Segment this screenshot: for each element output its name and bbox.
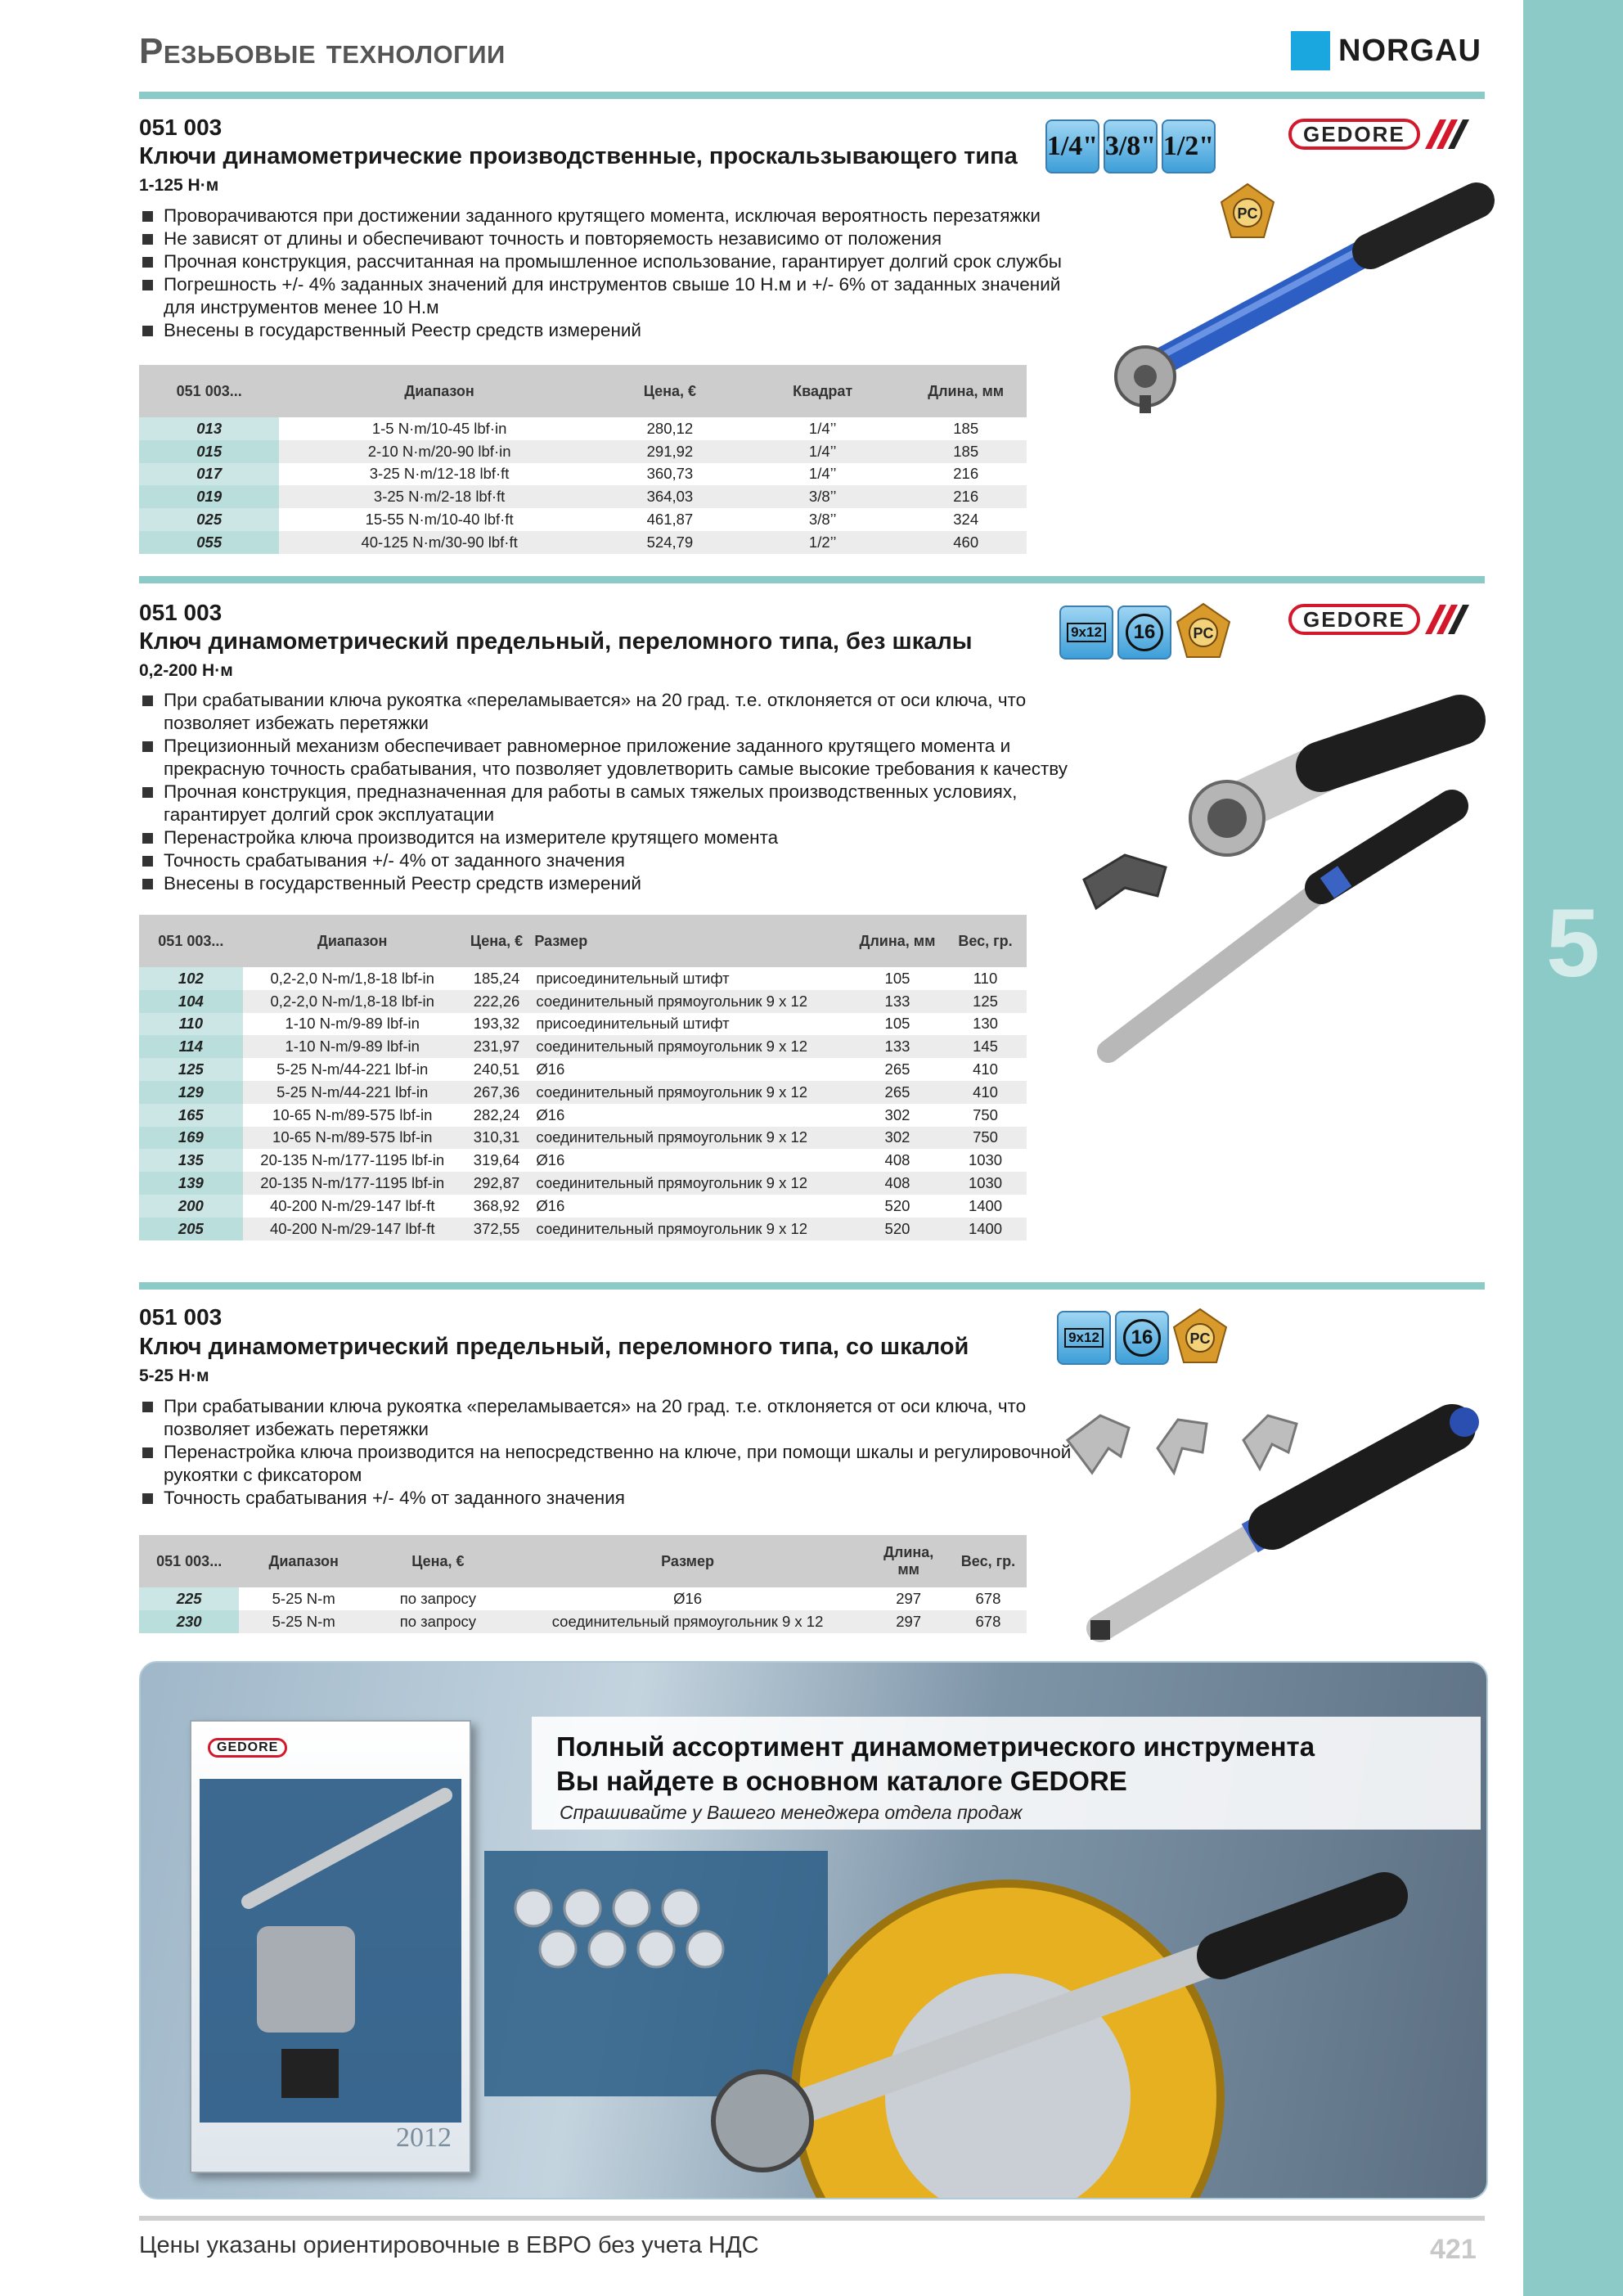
spec-table-body bbox=[139, 1587, 1027, 1633]
feature-item: При срабатывании ключа рукоятка «переламывается» на 20 град. т.е. отклоняется от оси ключа, что позволяет избежать перетяжки bbox=[141, 689, 1090, 735]
table-cell: 145 bbox=[944, 1035, 1027, 1058]
table-cell: 520 bbox=[851, 1218, 944, 1240]
column-header: Вес, гр. bbox=[944, 915, 1027, 967]
table-row bbox=[139, 1172, 1027, 1195]
table-cell: 282,24 bbox=[473, 1105, 520, 1123]
square-drive-badge: 3/8" bbox=[1104, 119, 1158, 173]
table-cell: 216 bbox=[905, 485, 1027, 508]
badge-label: 16 bbox=[1126, 614, 1163, 651]
table-cell: присоединительный штифт bbox=[536, 969, 730, 987]
table-cell: 185 bbox=[905, 440, 1027, 463]
table-cell: 3-25 N·m/2-18 lbf·ft bbox=[279, 485, 599, 508]
catalog-cover-brand: GEDORE bbox=[208, 1738, 287, 1758]
gedore-logo-text: GEDORE bbox=[1288, 604, 1420, 635]
article-code-cell: 169 bbox=[139, 1127, 243, 1150]
column-header: Диапазон bbox=[279, 365, 599, 417]
article-code-cell: 135 bbox=[139, 1149, 243, 1172]
table-cell: 372,55 bbox=[462, 1218, 532, 1240]
click-torque-wrench-image bbox=[1100, 176, 1501, 430]
table-cell: 110 bbox=[973, 969, 998, 987]
price-note: Цены указаны ориентировочные в ЕВРО без учета НДС bbox=[139, 2232, 759, 2258]
table-cell: 368,92 bbox=[473, 1196, 520, 1214]
table-cell: соединительный прямоугольник 9 x 12 bbox=[531, 990, 851, 1013]
gedore-logo bbox=[1288, 603, 1472, 636]
svg-text:PC: PC bbox=[1237, 205, 1258, 222]
table-cell: 408 bbox=[851, 1172, 944, 1195]
article-code-cell: 104 bbox=[139, 990, 243, 1013]
product-sku: 051 003 bbox=[139, 1304, 223, 1330]
norgau-logo bbox=[1291, 29, 1481, 72]
break-torque-wrench-image bbox=[1076, 691, 1501, 1076]
feature-item: Прочная конструкция, рассчитанная на промышленное использование, гарантирует долгий срок службы bbox=[141, 250, 1090, 273]
article-code-cell: 139 bbox=[139, 1172, 243, 1195]
table-cell: 2-10 N·m/20-90 lbf·in bbox=[279, 440, 599, 463]
catalog-promo-banner bbox=[139, 1661, 1488, 2199]
table-cell: 15-55 N·m/10-40 lbf·ft bbox=[365, 511, 514, 529]
table-row bbox=[139, 1610, 1027, 1633]
table-cell: 364,03 bbox=[600, 485, 740, 508]
table-cell: присоединительный штифт bbox=[536, 1015, 730, 1033]
table-cell: 231,97 bbox=[462, 1035, 532, 1058]
table-cell: 5-25 N-m/44-221 lbf-in bbox=[243, 1081, 462, 1104]
column-header: Размер bbox=[508, 1535, 868, 1587]
table-cell: соединительный прямоугольник 9 x 12 bbox=[531, 1127, 851, 1150]
column-header: Квадрат bbox=[740, 365, 905, 417]
table-cell: 133 bbox=[851, 990, 944, 1013]
product-features bbox=[141, 689, 1090, 895]
product-range: 1-125 Н·м bbox=[139, 176, 219, 195]
table-cell: Ø16 bbox=[536, 1196, 565, 1214]
column-header: Размер bbox=[531, 915, 851, 967]
article-code-cell: 200 bbox=[139, 1195, 243, 1218]
table-cell: 1/4’’ bbox=[740, 440, 905, 463]
promo-subtitle: Спрашивайте у Вашего менеджера отдела продаж bbox=[560, 1802, 1023, 1823]
table-cell: Ø16 bbox=[673, 1589, 703, 1607]
column-header: Диапазон bbox=[239, 1535, 368, 1587]
product-title: Ключи динамометрические производственные, проскальзывающего типа bbox=[139, 143, 1018, 169]
article-code-cell: 015 bbox=[139, 440, 279, 463]
table-cell: 265 bbox=[884, 1060, 910, 1078]
column-header: Диапазон bbox=[243, 915, 462, 967]
rectangular-insert-badge bbox=[1057, 1311, 1111, 1365]
norgau-logo-text: NORGAU bbox=[1338, 33, 1481, 68]
table-cell: 193,32 bbox=[473, 1015, 520, 1033]
table-cell: 10-65 N-m/89-575 lbf-in bbox=[243, 1127, 462, 1150]
table-cell: 3-25 N·m/12-18 lbf·ft bbox=[369, 465, 510, 483]
table-cell: 678 bbox=[950, 1610, 1027, 1633]
square-drive-badge: 1/2" bbox=[1162, 119, 1216, 173]
table-cell: 319,64 bbox=[473, 1151, 520, 1169]
table-cell: 125 bbox=[944, 990, 1027, 1013]
table-cell: соединительный прямоугольник 9 x 12 bbox=[508, 1610, 868, 1633]
gedore-stripes-icon bbox=[1420, 118, 1472, 151]
table-cell: Ø16 bbox=[536, 1151, 565, 1169]
table-cell: 185 bbox=[953, 419, 979, 437]
table-cell: 133 bbox=[851, 1035, 944, 1058]
table-row bbox=[139, 1218, 1027, 1240]
table-cell: 360,73 bbox=[646, 465, 694, 483]
table-cell: 265 bbox=[851, 1081, 944, 1104]
badge-label: 9x12 bbox=[1067, 623, 1106, 642]
footer-divider bbox=[139, 2216, 1485, 2221]
table-cell: 105 bbox=[884, 1015, 910, 1033]
certification-seal-icon bbox=[1175, 601, 1232, 660]
column-header: Длина, мм bbox=[851, 915, 944, 967]
table-cell: 216 bbox=[953, 465, 979, 483]
article-code-cell: 125 bbox=[139, 1058, 243, 1081]
table-cell: 20-135 N-m/177-1195 lbf-in bbox=[243, 1172, 462, 1195]
table-row bbox=[139, 463, 1027, 486]
svg-text:PC: PC bbox=[1189, 1330, 1211, 1347]
table-cell: 291,92 bbox=[600, 440, 740, 463]
spec-table-body bbox=[139, 967, 1027, 1240]
table-row bbox=[139, 1013, 1027, 1036]
column-header: Длина, мм bbox=[867, 1535, 949, 1587]
gedore-logo bbox=[1288, 118, 1472, 151]
table-row bbox=[139, 417, 1027, 440]
rectangular-insert-badge bbox=[1059, 606, 1113, 660]
spec-table bbox=[139, 915, 1027, 1240]
spec-table bbox=[139, 1535, 1027, 1633]
table-cell: 1/4’’ bbox=[808, 465, 837, 483]
column-header: Цена, € bbox=[462, 915, 532, 967]
chapter-sidebar bbox=[1523, 0, 1623, 2296]
table-cell: 5-25 N-m bbox=[239, 1610, 368, 1633]
table-cell: соединительный прямоугольник 9 x 12 bbox=[531, 1035, 851, 1058]
table-cell: 40-200 N-m/29-147 lbf-ft bbox=[243, 1218, 462, 1240]
article-code-cell: 129 bbox=[139, 1081, 243, 1104]
table-row bbox=[139, 485, 1027, 508]
round-insert-badge bbox=[1115, 1311, 1169, 1365]
feature-item: Внесены в государственный Реестр средств измерений bbox=[141, 319, 1090, 342]
column-header: 051 003... bbox=[139, 1535, 239, 1587]
page-title: Резьбовые технологии bbox=[139, 31, 506, 71]
feature-item: Точность срабатывания +/- 4% от заданного значения bbox=[141, 849, 1090, 872]
table-cell: 40-125 N·m/30-90 lbf·ft bbox=[279, 531, 599, 554]
article-code-cell: 025 bbox=[139, 508, 279, 531]
table-cell: 1030 bbox=[944, 1172, 1027, 1195]
table-row bbox=[139, 1587, 1027, 1610]
article-code-cell: 225 bbox=[139, 1587, 239, 1610]
column-header: Цена, € bbox=[600, 365, 740, 417]
table-cell: 750 bbox=[973, 1105, 998, 1123]
product-sku: 051 003 bbox=[139, 115, 223, 140]
column-header: Цена, € bbox=[368, 1535, 508, 1587]
article-code-cell: 110 bbox=[139, 1013, 243, 1036]
table-cell: 1/4’’ bbox=[808, 419, 837, 437]
column-header: Длина, мм bbox=[905, 365, 1027, 417]
norgau-logo-mark bbox=[1291, 31, 1330, 70]
table-cell: 10-65 N-m/89-575 lbf-in bbox=[272, 1105, 433, 1123]
table-row bbox=[139, 967, 1027, 990]
column-header: 051 003... bbox=[139, 915, 243, 967]
table-cell: 750 bbox=[944, 1127, 1027, 1150]
table-row bbox=[139, 1195, 1027, 1218]
table-row bbox=[139, 1035, 1027, 1058]
article-code-cell: 102 bbox=[139, 967, 243, 990]
table-cell: 410 bbox=[944, 1081, 1027, 1104]
feature-item: Внесены в государственный Реестр средств измерений bbox=[141, 872, 1090, 895]
scale-torque-wrench-image bbox=[1051, 1391, 1501, 1649]
table-cell: 324 bbox=[953, 511, 979, 529]
table-cell: 0,2-2,0 N-m/1,8-18 lbf-in bbox=[270, 969, 434, 987]
certification-seal-icon bbox=[1171, 1307, 1229, 1366]
feature-item: Точность срабатывания +/- 4% от заданного значения bbox=[141, 1487, 1090, 1510]
section-divider bbox=[139, 92, 1485, 99]
table-cell: 1030 bbox=[968, 1151, 1003, 1169]
table-cell: 302 bbox=[884, 1105, 910, 1123]
catalog-cover-year: 2012 bbox=[396, 2123, 452, 2153]
feature-item: Прочная конструкция, предназначенная для работы в самых тяжелых производственных условиях, гарантирует долгий срок эксплуатации bbox=[141, 781, 1090, 826]
table-cell: по запросу bbox=[399, 1589, 477, 1607]
promo-headline: Вы найдете в основном каталоге GEDORE bbox=[556, 1766, 1127, 1796]
table-cell: 292,87 bbox=[462, 1172, 532, 1195]
section-divider bbox=[139, 1282, 1485, 1290]
table-cell: 240,51 bbox=[473, 1060, 520, 1078]
table-cell: 20-135 N-m/177-1195 lbf-in bbox=[260, 1151, 445, 1169]
product-range: 5-25 Н·м bbox=[139, 1366, 209, 1385]
table-row bbox=[139, 440, 1027, 463]
table-cell: 280,12 bbox=[646, 419, 694, 437]
feature-item: Проворачиваются при достижении заданного крутящего момента, исключая вероятность перезатяжки bbox=[141, 205, 1090, 227]
table-cell: 524,79 bbox=[600, 531, 740, 554]
feature-item: Перенастройка ключа производится на непосредственно на ключе, при помощи шкалы и регулировочной рукоятки с фиксатором bbox=[141, 1441, 1090, 1487]
catalog-cover bbox=[190, 1720, 471, 2173]
table-cell: соединительный прямоугольник 9 x 12 bbox=[531, 1218, 851, 1240]
table-cell: 130 bbox=[973, 1015, 998, 1033]
product-range: 0,2-200 Н·м bbox=[139, 661, 233, 680]
article-code-cell: 019 bbox=[139, 485, 279, 508]
feature-item: Не зависят от длины и обеспечивают точность и повторяемость независимо от положения bbox=[141, 227, 1090, 250]
table-row bbox=[139, 1149, 1027, 1172]
square-drive-badge: 1/4" bbox=[1045, 119, 1099, 173]
table-cell: 460 bbox=[905, 531, 1027, 554]
feature-item: При срабатывании ключа рукоятка «переламывается» на 20 град. т.е. отклоняется от оси ключа, что позволяет избежать перетяжки bbox=[141, 1395, 1090, 1441]
product-title: Ключ динамометрический предельный, переломного типа, без шкалы bbox=[139, 628, 973, 655]
table-cell: 297 bbox=[896, 1589, 922, 1607]
table-row bbox=[139, 990, 1027, 1013]
spec-table-body bbox=[139, 417, 1027, 554]
product-title: Ключ динамометрический предельный, переломного типа, со шкалой bbox=[139, 1334, 969, 1360]
product-sku: 051 003 bbox=[139, 600, 223, 625]
table-cell: 222,26 bbox=[462, 990, 532, 1013]
table-cell: 267,36 bbox=[462, 1081, 532, 1104]
table-cell: 302 bbox=[851, 1127, 944, 1150]
gedore-stripes-icon bbox=[1420, 603, 1472, 636]
table-cell: 5-25 N-m/44-221 lbf-in bbox=[276, 1060, 429, 1078]
column-header: 051 003... bbox=[139, 365, 279, 417]
article-code-cell: 114 bbox=[139, 1035, 243, 1058]
section-divider bbox=[139, 576, 1485, 583]
table-row bbox=[139, 508, 1027, 531]
article-code-cell: 017 bbox=[139, 463, 279, 486]
table-cell: 3/8’’ bbox=[808, 511, 837, 529]
table-row bbox=[139, 1081, 1027, 1104]
feature-item: Погрешность +/- 4% заданных значений для инструментов свыше 10 Н.м и +/- 6% от заданных значений для инструментов менее 10 Н.м bbox=[141, 273, 1090, 319]
table-cell: по запросу bbox=[368, 1610, 508, 1633]
table-row bbox=[139, 1058, 1027, 1081]
table-row bbox=[139, 1127, 1027, 1150]
page-number: 421 bbox=[1430, 2234, 1477, 2265]
product-features bbox=[141, 205, 1090, 342]
catalog-cover-wrench bbox=[200, 1779, 461, 2123]
table-cell: 105 bbox=[884, 969, 910, 987]
article-code-cell: 055 bbox=[139, 531, 279, 554]
table-cell: соединительный прямоугольник 9 x 12 bbox=[531, 1081, 851, 1104]
table-cell: 1/2’’ bbox=[740, 531, 905, 554]
table-cell: 1-10 N-m/9-89 lbf-in bbox=[243, 1035, 462, 1058]
table-cell: 5-25 N-m bbox=[272, 1589, 335, 1607]
round-insert-badge bbox=[1117, 606, 1171, 660]
gedore-logo-text: GEDORE bbox=[1288, 119, 1420, 150]
table-cell: Ø16 bbox=[536, 1105, 565, 1123]
table-cell: 461,87 bbox=[646, 511, 694, 529]
svg-text:PC: PC bbox=[1193, 625, 1214, 642]
promo-headline: Полный ассортимент динамометрического инструмента bbox=[556, 1731, 1315, 1762]
article-code-cell: 230 bbox=[139, 1610, 239, 1633]
table-row bbox=[139, 1104, 1027, 1127]
spec-table bbox=[139, 365, 1027, 554]
article-code-cell: 013 bbox=[139, 417, 279, 440]
feature-item: Перенастройка ключа производится на измерителе крутящего момента bbox=[141, 826, 1090, 849]
table-cell: 3/8’’ bbox=[740, 485, 905, 508]
table-cell: 310,31 bbox=[462, 1127, 532, 1150]
article-code-cell: 205 bbox=[139, 1218, 243, 1240]
table-cell: 1400 bbox=[968, 1196, 1003, 1214]
table-row bbox=[139, 531, 1027, 554]
badge-label: 9x12 bbox=[1064, 1328, 1104, 1348]
table-cell: 1400 bbox=[944, 1218, 1027, 1240]
badge-label: 16 bbox=[1123, 1319, 1161, 1357]
table-cell: 297 bbox=[867, 1610, 949, 1633]
product-features bbox=[141, 1395, 1090, 1510]
table-cell: 408 bbox=[884, 1151, 910, 1169]
table-cell: 185,24 bbox=[473, 969, 520, 987]
table-cell: 40-200 N-m/29-147 lbf-ft bbox=[269, 1196, 435, 1214]
table-cell: 410 bbox=[973, 1060, 998, 1078]
table-cell: Ø16 bbox=[536, 1060, 565, 1078]
table-cell: 1-10 N-m/9-89 lbf-in bbox=[285, 1015, 420, 1033]
feature-item: Прецизионный механизм обеспечивает равномерное приложение заданного крутящего момента и прекрасную точность срабатывания, что позволяет удовлетворить самые высокие требования к качеству bbox=[141, 735, 1090, 781]
table-cell: 520 bbox=[884, 1196, 910, 1214]
table-cell: 0,2-2,0 N-m/1,8-18 lbf-in bbox=[243, 990, 462, 1013]
column-header: Вес, гр. bbox=[950, 1535, 1027, 1587]
article-code-cell: 165 bbox=[139, 1104, 243, 1127]
table-cell: соединительный прямоугольник 9 x 12 bbox=[531, 1172, 851, 1195]
table-cell: 1-5 N·m/10-45 lbf·in bbox=[371, 419, 507, 437]
table-cell: 678 bbox=[975, 1589, 1001, 1607]
chapter-number: 5 bbox=[1546, 889, 1600, 997]
